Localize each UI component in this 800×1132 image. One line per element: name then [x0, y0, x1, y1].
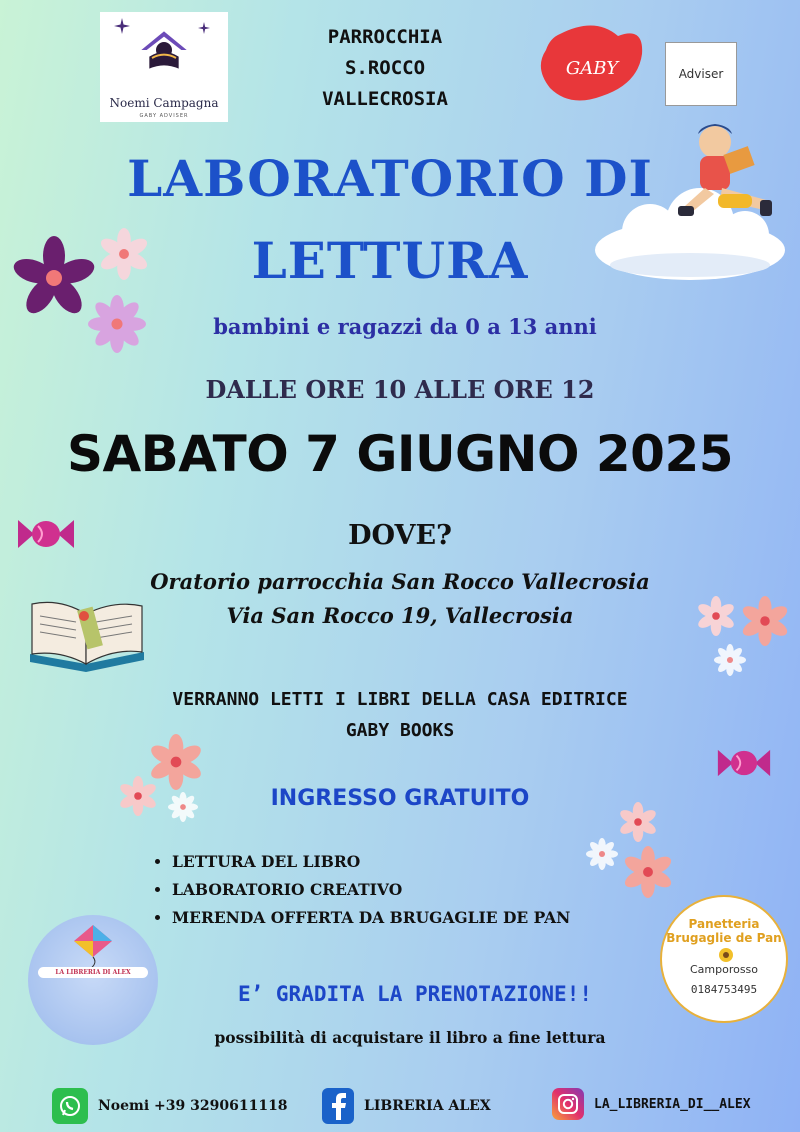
reservation-notice: E’ GRADITA LA PRENOTAZIONE!!: [237, 982, 592, 1006]
purchase-note: possibilità di acquistare il libro a fine lettura: [214, 1028, 606, 1047]
event-hours: DALLE ORE 10 ALLE ORE 12: [205, 375, 595, 404]
panetteria-phone: 0184753495: [690, 983, 758, 996]
activity-item: • MERENDA OFFERTA DA BRUGAGLIE DE PAN: [172, 904, 670, 932]
noemi-logo-name: Noemi Campagna: [109, 96, 219, 110]
flower-icon: [168, 792, 198, 822]
age-range: bambini e ragazzi da 0 a 13 anni: [213, 314, 597, 339]
event-date: SABATO 7 GIUGNO 2025: [66, 425, 734, 483]
open-book-icon: [22, 594, 152, 674]
flower-icon: [88, 295, 146, 353]
instagram-icon: [552, 1088, 584, 1120]
activities-list: [150, 848, 670, 932]
facebook-icon: [322, 1088, 354, 1124]
facebook-text: LIBRERIA ALEX: [364, 1098, 491, 1114]
event-location: [80, 565, 720, 633]
parish-name: [270, 22, 500, 115]
activity-item: • LETTURA DEL LIBRO: [172, 848, 670, 876]
flower-icon: [618, 802, 658, 842]
books-line-2: GABY BOOKS: [345, 720, 455, 741]
flower-icon: [118, 776, 158, 816]
where-label: DOVE?: [348, 520, 452, 551]
sunflower-icon: [714, 947, 738, 963]
star-icon: [114, 18, 130, 34]
whatsapp-icon: [52, 1088, 88, 1124]
instagram-contact[interactable]: [552, 1088, 751, 1120]
parish-line-2: S.ROCCO: [344, 57, 426, 79]
whatsapp-text: Noemi +39 3290611118: [98, 1098, 288, 1114]
title-line-2: LETTURA: [251, 231, 529, 290]
free-entry: INGRESSO GRATUITO: [270, 786, 530, 811]
flower-icon: [98, 228, 150, 280]
panetteria-line-1: Panetteria: [688, 917, 760, 931]
libreria-logo-label: LA LIBRERIA DI ALEX: [38, 967, 148, 978]
whatsapp-contact[interactable]: [52, 1088, 288, 1124]
adviser-logo: Adviser: [665, 42, 737, 106]
panetteria-name: [662, 917, 786, 945]
gaby-logo-text: GABY: [565, 58, 619, 79]
books-line-1: VERRANNO LETTI I LIBRI DELLA CASA EDITRICE: [172, 689, 628, 710]
candy-icon: [716, 742, 772, 784]
panetteria-line-2: Brugaglie de Pan: [666, 931, 782, 945]
activity-item: • LABORATORIO CREATIVO: [172, 876, 670, 904]
libreria-alex-logo: [28, 915, 158, 1045]
location-line-2: Via San Rocco 19, Vallecrosia: [226, 603, 574, 628]
kite-icon: [68, 923, 118, 969]
house-reader-icon: [126, 30, 202, 70]
noemi-campagna-logo: [100, 12, 228, 122]
flower-icon: [12, 236, 96, 320]
location-line-1: Oratorio parrocchia San Rocco Vallecrosia: [150, 569, 650, 594]
event-title: [60, 138, 720, 302]
flower-icon: [714, 644, 746, 676]
facebook-contact[interactable]: [322, 1088, 491, 1124]
panetteria-logo: [660, 895, 788, 1023]
flower-icon: [740, 596, 790, 646]
title-line-1: LABORATORIO DI: [127, 149, 653, 208]
candy-icon: [16, 512, 76, 556]
parish-line-1: PARROCCHIA: [327, 26, 443, 48]
parish-line-3: VALLECROSIA: [322, 88, 448, 110]
flower-icon: [696, 596, 736, 636]
instagram-text: LA_LIBRERIA_DI__ALEX: [594, 1096, 751, 1112]
panetteria-town: Camporosso: [689, 963, 759, 976]
gaby-logo: [540, 24, 645, 106]
noemi-logo-sub: GABY ADVISER: [139, 113, 189, 119]
star-icon: [198, 22, 210, 34]
